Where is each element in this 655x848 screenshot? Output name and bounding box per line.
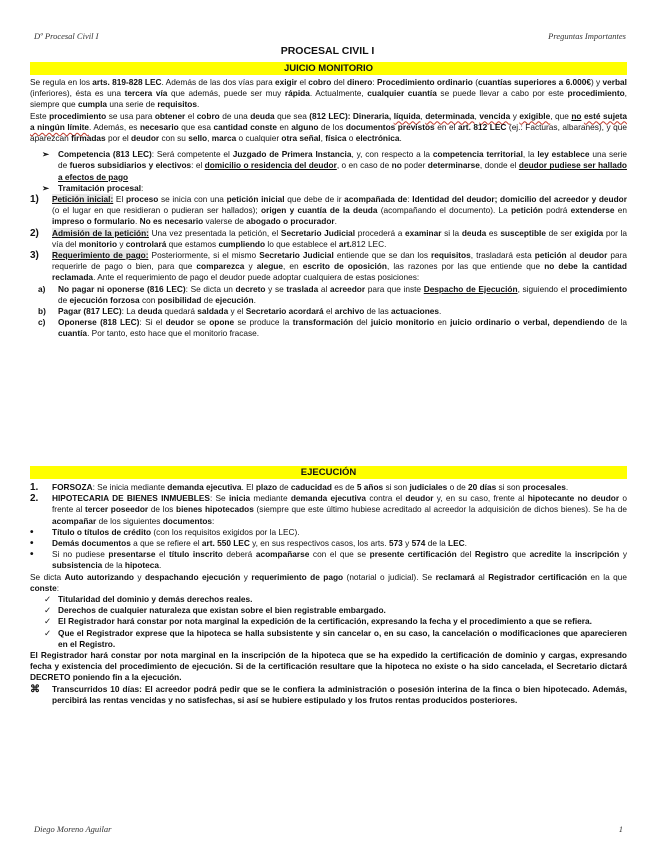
text-run: reclamará — [435, 571, 475, 582]
text-run: 20 días — [468, 482, 497, 492]
step-item: 3) Requerimiento de pago: Posteriormente, si el mismo Secretario Judicial entiende que se dan los requisitos, trasladará esta petición al deudor para requerirle de pago o bien, para que comparezca y alegue, en escrito de oposición, las razones por las que entiende que no debe la cantidad reclamada. Ante el requerimiento de pago el deudor puede adoptar cualquiera de estas posiciones: — [30, 250, 627, 283]
text-run: Procedimiento ordinario — [376, 77, 473, 87]
text-run: Competencia (813 LEC) — [58, 149, 152, 160]
ejecucion-item: 1. FORSOZA: Se inicia mediante demanda ejecutiva. El plazo de caducidad es de 5 años si son judiciales o de 20 días si son procesales. — [30, 482, 569, 493]
text-run: conste — [30, 582, 57, 593]
text-run: domicilio o residencia del deudor — [204, 160, 337, 171]
text-run: competencia territorial — [432, 149, 523, 160]
section-ejecucion — [30, 482, 627, 706]
arrow-bullet-icon: ➢ — [42, 149, 49, 160]
text-run: 573 — [388, 538, 403, 549]
step-number: 1) — [30, 194, 39, 206]
dot-bullet-icon: • — [30, 526, 34, 538]
header-course: Dº Procesal Civil I — [34, 31, 99, 41]
text-run: Registro — [474, 549, 509, 560]
text-run: obtener — [154, 110, 186, 121]
text-run: archivo — [334, 306, 365, 317]
text-run: Secretario Judicial — [259, 250, 334, 261]
text-run: física — [325, 133, 347, 144]
text-run: petición — [511, 205, 543, 216]
text-run: rápida — [284, 88, 310, 99]
text-run: no debe la cantidad reclamada — [52, 261, 627, 283]
text-run: determinarse — [427, 160, 480, 171]
check-icon: ✓ — [44, 605, 51, 616]
check-item — [30, 605, 627, 616]
text-run: fueros subsidiarios y electivos — [69, 160, 192, 171]
text-run: ejecución forzosa — [69, 294, 140, 305]
text-run: posibilidad — [157, 294, 202, 305]
text-run: subsistencia — [52, 560, 103, 571]
text-run: art. 550 LEC — [201, 538, 250, 549]
option-letter: c) — [38, 317, 46, 328]
section-heading-ejecucion: EJECUCIÓN — [30, 466, 627, 479]
text-run: Auto autorizando — [64, 571, 134, 582]
text-run: presente certificación — [369, 549, 457, 560]
check-icon: ✓ — [44, 627, 51, 638]
option-letter: a) — [38, 283, 46, 294]
text-run: exigida — [574, 227, 604, 238]
item-number: 1. — [30, 482, 39, 493]
text-run: exigible — [519, 110, 551, 121]
item-number: 2. — [30, 493, 39, 505]
text-run: No pagar ni oponerse (816 LEC) — [58, 283, 186, 294]
text-run: verbal — [602, 77, 627, 87]
text-run: cuantías superiores a 6.000€ — [477, 77, 591, 87]
text-run: Pagar (817 LEC) — [58, 306, 122, 317]
text-run: juicio ordinario o verbal, dependiendo — [450, 317, 605, 328]
ejecucion-item: 2. HIPOTECARIA DE BIENES INMUEBLES: Se inicia mediante demanda ejecutiva contra el deudor y, en su caso, frente al hipotecante no deudor o frente al tercer poseedor de los bienes hipotecados (siempre que este último hubiese acreditado al acreedor la adquisición de dichos bienes). Se ha de acompañar de los siguientes documentos: — [30, 493, 627, 526]
text-run: presentarse — [108, 549, 156, 560]
text-run: líquida — [393, 110, 421, 121]
check-icon: ✓ — [44, 594, 51, 605]
text-run: judiciales — [409, 482, 448, 492]
text-run: inscripción — [575, 549, 620, 560]
text-run: El Registrador hará constar por nota marginal en la inscripción de la hipoteca que se ha expedido la certificación de dominio y cargas, expresando fecha y existencia del procedimiento de ejecución. Si de la certificación resultare que la hipoteca no existe o ha sido cancelada, el Secretario dictará DECRETO poniendo fin a la ejecución. — [30, 650, 627, 683]
section-monitorio — [30, 77, 627, 340]
text-run: FORSOZA — [52, 482, 93, 492]
arrow-bullet-icon: ➢ — [42, 182, 49, 193]
text-run: otra señal — [281, 133, 321, 144]
text-run: deuda — [250, 110, 275, 121]
final-note — [30, 684, 627, 706]
text-run: abogado o procurador — [246, 216, 335, 227]
text-run: deuda — [137, 306, 163, 317]
text-run: deudor — [131, 133, 160, 144]
text-run: monitorio — [78, 238, 118, 249]
text-run: deudor pudiese ser hallado a efectos de pago — [58, 160, 628, 182]
text-run: cualquier cuantía — [367, 88, 437, 99]
step-number: 3) — [30, 250, 39, 262]
text-run: Tramitación procesal — [58, 182, 142, 193]
text-run: juicio monitorio — [370, 317, 435, 328]
intro-paragraph: Se regula en los arts. 819-828 LEC. Además de las dos vías para exigir el cobro del dinero: Procedimiento ordinario (cuantías superiores a 6.000€) y verbal (inferiores), ésta es una tercera vía que además, puede ser muy rápida. Actualmente, cualquier cuantía se puede llevar a cabo por este procedimiento, siempre que cumpla una serie de requisitos. — [30, 77, 627, 110]
text-run: procesales — [522, 482, 566, 492]
text-run: opone — [209, 317, 235, 328]
text-run: no — [391, 160, 402, 171]
text-run: ejecución — [215, 294, 254, 305]
text-run: Identidad del deudor; domicilio del acreedor y deudor — [412, 194, 627, 205]
text-run: demanda ejecutiva — [167, 482, 242, 492]
text-run: determinada — [425, 110, 475, 121]
text-run: petición — [534, 250, 567, 261]
text-run: Título o títulos de crédito — [52, 526, 152, 537]
text-run: Titularidad del dominio y demás derechos reales. — [58, 594, 253, 605]
text-run: Derechos de cualquier naturaleza que existan sobre el bien registrable embargado. — [58, 605, 386, 616]
text-run: acredite — [529, 549, 562, 560]
text-run: petición inicial — [226, 194, 285, 205]
text-run: Admisión de la petición: — [52, 227, 149, 238]
step-item: 2) Admisión de la petición: Una vez presentada la petición, el Secretario Judicial procederá a examinar si la deuda es susceptible de ser exigida por la vía del monitorio y controlará que estamos cumpliendo lo que establece el art.812 LEC. — [30, 227, 628, 249]
text-run: ley establece — [537, 149, 590, 160]
text-run: proceso — [126, 194, 159, 205]
check-icon: ✓ — [44, 616, 51, 627]
text-run: HIPOTECARIA DE BIENES INMUEBLES — [52, 493, 210, 504]
text-run: 5 años — [356, 482, 384, 492]
text-run: examinar — [404, 227, 442, 238]
auto-paragraph: Se dicta Auto autorizando y despachando ejecución y requerimiento de pago (notarial o judicial). Se reclamará al Registrador certificación en la que conste: — [30, 571, 628, 593]
footer-author: Diego Moreno Aguilar — [34, 824, 112, 834]
text-run: deudor — [405, 493, 434, 504]
text-run: documentos previstos — [345, 121, 435, 132]
text-run: vencida — [479, 110, 511, 121]
text-run: acompañarse — [255, 549, 310, 560]
text-run: traslada — [286, 283, 319, 294]
text-run: El Registrador hará constar por nota marginal la expedición de la certificación, expresando la fecha y el procedimiento a que se refiera. — [58, 616, 592, 627]
check-item — [30, 616, 627, 627]
text-run: arts. 819-828 LEC — [92, 77, 162, 87]
text-run: No es necesario — [139, 216, 204, 227]
text-run: saldada — [197, 306, 229, 317]
check-item — [30, 594, 627, 605]
text-run: Secretario Judicial — [280, 227, 356, 238]
text-run: susceptible — [500, 227, 546, 238]
text-run: comparezca — [196, 261, 245, 272]
text-run: alguno — [291, 121, 319, 132]
text-run: Transcurridos 10 días: El acreedor podrá pedir que se le confiera la administración o posesión interina de la finca o bien hipotecado. Además, percibirá las rentas vencidas y no satisfechas, si así se hubiere estipulado y los frutos rentas producidos posteriores. — [52, 683, 627, 705]
text-run: deuda — [461, 227, 487, 238]
text-run: Juzgado de Primera Instancia — [232, 149, 352, 160]
bullet-competencia: ➢ Competencia (813 LEC): Será competente el Juzgado de Primera Instancia, y, con respecto a la competencia territorial, la ley establece una serie de fueros subsidiarios y electivos: el domicilio o residencia del deudor, o en caso de no poder determinarse, donde el deudor pudiese ser hallado a efectos de pago — [42, 149, 628, 182]
document-bullet: • Demás documentos a que se refiere el art. 550 LEC y, en sus respectivos casos, los arts. 573 y 574 de la LEC. — [30, 538, 467, 550]
dot-bullet-icon: • — [30, 549, 34, 561]
option-letter: b) — [38, 306, 46, 317]
text-run: impreso o formulario — [52, 216, 135, 227]
text-run: Registrador certificación — [488, 571, 588, 582]
text-run: esté sujeta a ningún límite — [30, 110, 627, 132]
text-run: necesario — [139, 121, 179, 132]
text-run: cantidad conste — [213, 121, 277, 132]
text-run: acompañar — [52, 515, 97, 526]
text-run: LEC — [448, 538, 465, 549]
text-run: sello — [188, 133, 208, 144]
text-run: exigir — [275, 77, 298, 87]
text-run: art. — [338, 238, 352, 249]
step-item: 1) Petición inicial: El proceso se inicia con una petición inicial que debe de ir acompañada de: Identidad del deudor; domicilio del acreedor y deudor (o el lugar en que residieran o pudieran ser hallados); origen y cuantía de la deuda (acompañando el documento). La petición podrá extenderse en impreso o formulario. No es necesario valerse de abogado o procurador. — [30, 194, 628, 227]
page-number: 1 — [618, 824, 623, 834]
text-run: extenderse — [570, 205, 615, 216]
section-heading-monitorio: JUICIO MONITORIO — [30, 62, 627, 75]
text-run: título inscrito — [169, 549, 223, 560]
text-run: Petición inicial: — [52, 194, 114, 205]
text-run: marca — [211, 133, 237, 144]
text-run: decreto — [235, 283, 266, 294]
text-run: actuaciones — [391, 306, 440, 317]
text-run: transformación — [292, 317, 354, 328]
text-run: tercer poseedor — [85, 504, 149, 515]
text-run: firmadas — [71, 133, 106, 144]
step-number: 2) — [30, 227, 39, 239]
text-run: bienes hipotecados — [176, 504, 254, 515]
bullet-tramitacion: ➢ Tramitación procesal: — [42, 182, 144, 193]
dot-bullet-icon: • — [30, 538, 34, 550]
option-item: a) No pagar ni oponerse (816 LEC): Se dicta un decreto y se traslada al acreedor para que inste Despacho de Ejecución, siguiendo el procedimiento de ejecución forzosa con posibilidad de ejecución. — [38, 283, 628, 305]
text-run: despachando ejecución — [145, 571, 241, 582]
text-run: 574 — [411, 538, 426, 549]
text-run: requerimiento de pago — [251, 571, 344, 582]
text-run: escrito de oposición — [302, 261, 387, 272]
text-run: Demás documentos — [52, 538, 131, 549]
document-title: PROCESAL CIVIL I — [280, 45, 375, 57]
text-run: Requerimiento de pago: — [52, 250, 149, 261]
text-run: requisitos — [431, 250, 471, 261]
text-run: (812 LEC): Dineraria, — [309, 110, 394, 121]
text-run: acompañada de — [344, 194, 408, 205]
text-run: electrónica — [355, 133, 400, 144]
text-run: cobro — [308, 77, 332, 87]
text-run: deudor — [165, 317, 194, 328]
text-run: hipotecante no deudor — [527, 493, 620, 504]
text-run: plazo — [255, 482, 278, 492]
text-run: alegue — [256, 261, 283, 272]
text-run: cobro — [196, 110, 220, 121]
text-run: procedimiento — [567, 88, 625, 99]
text-run: inicia — [228, 493, 251, 504]
text-run: acreedor — [330, 283, 366, 294]
header-topic: Preguntas Importantes — [548, 31, 626, 41]
text-run: hipoteca — [124, 560, 159, 571]
text-run: tercera vía — [124, 88, 168, 99]
text-run: procedimiento — [49, 110, 107, 121]
text-run: Oponerse (818 LEC) — [58, 317, 140, 328]
text-run: procedimiento — [569, 283, 628, 294]
text-run: origen y cuantía de la deuda — [261, 205, 378, 216]
text-run: requisitos — [157, 99, 197, 110]
document-bullet: • Si no pudiese presentarse el título inscrito deberá acompañarse con el que se presente certificación del Registro que acredite la inscripción y subsistencia de la hipoteca. — [30, 549, 627, 571]
document-bullet: • Título o títulos de crédito (con los requisitos exigidos por la LEC). — [30, 526, 300, 538]
text-run: deudor — [579, 250, 608, 261]
intro-paragraph: Este procedimiento se usa para obtener el cobro de una deuda que sea (812 LEC): Dineraria, líquida, determinada, vencida y exigible, que no esté sujeta a ningún límite. Además, es necesario que esa cantidad conste en alguno de los documentos previstos en el art. 812 LEC (ej.: Facturas, albaranes), y que aparezcan firmadas por el deudor con su sello, marca o cualquier otra señal, física o electrónica. — [30, 110, 627, 144]
text-run: no — [571, 110, 582, 121]
command-icon: ⌘ — [30, 683, 40, 695]
text-run: art. 812 LEC — [457, 121, 507, 132]
check-item — [30, 628, 627, 650]
text-run: Que el Registrador exprese que la hipoteca se halla subsistente y sin cancelar o, en su caso, la cancelación o modificaciones que aparecieren en el Registro. — [58, 627, 627, 649]
text-run: cumpla — [77, 99, 108, 110]
text-run: Secretario acordará — [245, 306, 324, 317]
registrador-paragraph — [30, 650, 627, 684]
text-run: dinero — [347, 77, 373, 87]
option-item: b) Pagar (817 LEC): La deuda quedará saldada y el Secretario acordará el archivo de las actuaciones. — [38, 306, 442, 317]
option-item: c) Oponerse (818 LEC): Si el deudor se opone se produce la transformación del juicio monitorio en juicio ordinario o verbal, dependiendo de la cuantía. Por tanto, esto hace que el monitorio fracase. — [38, 317, 627, 339]
text-run: cumpliendo — [218, 238, 266, 249]
text-run: demanda ejecutiva — [290, 493, 367, 504]
text-run: documentos — [162, 515, 213, 526]
text-run: Despacho de Ejecución — [423, 283, 518, 294]
text-run: cuantía — [58, 328, 88, 339]
text-run: controlará — [125, 238, 167, 249]
text-run: caducidad — [290, 482, 332, 492]
